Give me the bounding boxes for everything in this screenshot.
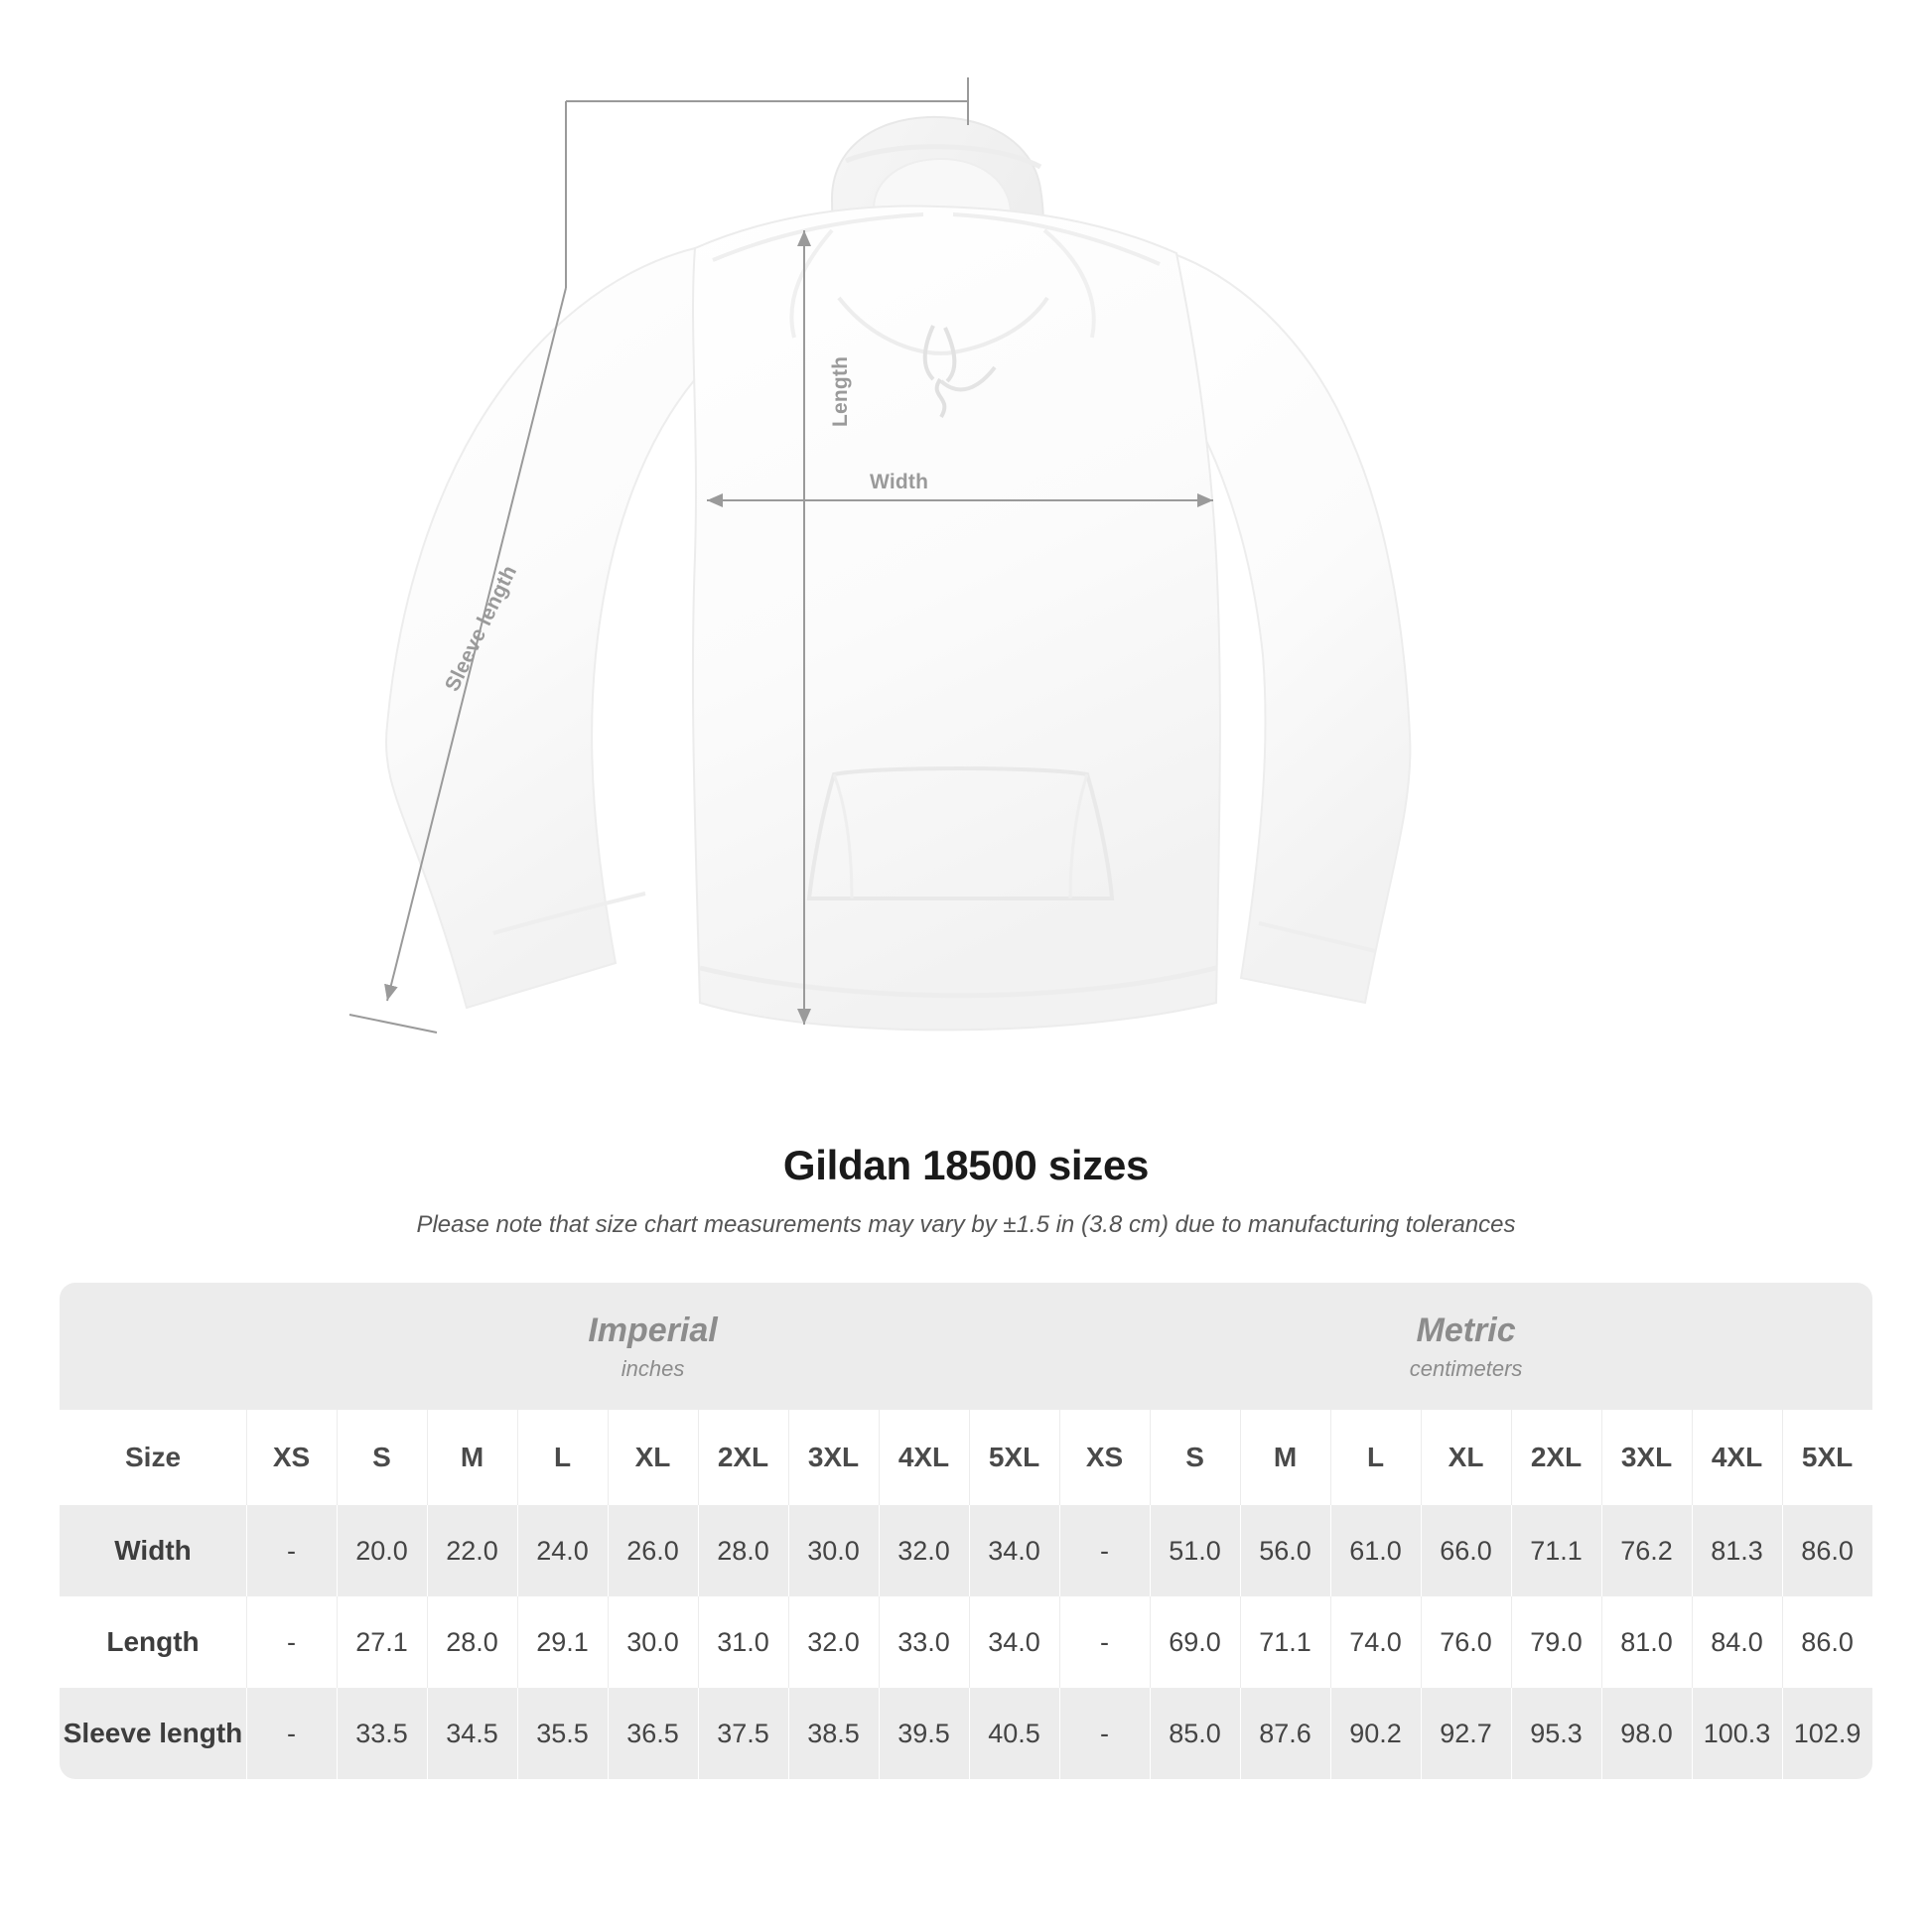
cell: 35.5 [517, 1688, 608, 1779]
cell: 98.0 [1601, 1688, 1692, 1779]
col-head-xl-met: XL [1421, 1410, 1511, 1505]
cell: 56.0 [1240, 1505, 1330, 1596]
cell: 30.0 [788, 1505, 879, 1596]
col-head-3xl-met: 3XL [1601, 1410, 1692, 1505]
col-head-2xl-imp: 2XL [698, 1410, 788, 1505]
cell: 84.0 [1692, 1596, 1782, 1688]
metric-name: Metric [1416, 1311, 1516, 1349]
title-block [0, 1142, 1932, 1239]
col-head-l-met: L [1330, 1410, 1421, 1505]
imperial-unit: inches [621, 1355, 685, 1381]
col-head-s-imp: S [337, 1410, 427, 1505]
imperial-name: Imperial [588, 1311, 718, 1349]
cell: 85.0 [1150, 1688, 1240, 1779]
cell: 33.0 [879, 1596, 969, 1688]
cell: 40.5 [969, 1688, 1059, 1779]
cell: 39.5 [879, 1688, 969, 1779]
unit-spacer [60, 1283, 246, 1410]
cell: 81.0 [1601, 1596, 1692, 1688]
column-header-row [60, 1410, 1872, 1505]
tolerance-note: Please note that size chart measurements may vary by ±1.5 in (3.8 cm) due to manufacturing tolerances [416, 1211, 1516, 1238]
cell: 30.0 [608, 1596, 698, 1688]
row-label-sleeve-length: Sleeve length [60, 1688, 246, 1779]
row-label-width: Width [60, 1505, 246, 1596]
col-head-xl-imp: XL [608, 1410, 698, 1505]
col-head-l-imp: L [517, 1410, 608, 1505]
col-head-5xl-imp: 5XL [969, 1410, 1059, 1505]
table-row [60, 1688, 1872, 1779]
size-header: Size [60, 1410, 246, 1505]
cell: 36.5 [608, 1688, 698, 1779]
cell: 76.2 [1601, 1505, 1692, 1596]
cell: 27.1 [337, 1596, 427, 1688]
sleeve-length-label: Sleeve length [441, 561, 522, 696]
imperial-header [246, 1283, 1059, 1410]
cell: 24.0 [517, 1505, 608, 1596]
table-row [60, 1505, 1872, 1596]
cell: 22.0 [427, 1505, 517, 1596]
cell: 34.5 [427, 1688, 517, 1779]
cell: 28.0 [698, 1505, 788, 1596]
cell: 33.5 [337, 1688, 427, 1779]
cell: 92.7 [1421, 1688, 1511, 1779]
cell: 79.0 [1511, 1596, 1601, 1688]
cell: 51.0 [1150, 1505, 1240, 1596]
cell: 76.0 [1421, 1596, 1511, 1688]
cell: 28.0 [427, 1596, 517, 1688]
cell: 34.0 [969, 1596, 1059, 1688]
cell: 29.1 [517, 1596, 608, 1688]
col-head-m-met: M [1240, 1410, 1330, 1505]
cell: 81.3 [1692, 1505, 1782, 1596]
metric-unit: centimeters [1409, 1355, 1523, 1381]
page-title: Gildan 18500 sizes [782, 1142, 1150, 1188]
col-head-xs-imp: XS [246, 1410, 337, 1505]
hoodie-shape [386, 117, 1411, 1031]
col-head-3xl-imp: 3XL [788, 1410, 879, 1505]
cell: - [1059, 1596, 1150, 1688]
cell: 95.3 [1511, 1688, 1601, 1779]
unit-system-row [60, 1283, 1872, 1410]
col-head-5xl-met: 5XL [1782, 1410, 1872, 1505]
col-head-4xl-met: 4XL [1692, 1410, 1782, 1505]
cell: - [1059, 1505, 1150, 1596]
cell: 87.6 [1240, 1688, 1330, 1779]
size-table-wrapper [60, 1283, 1872, 1779]
cell: 61.0 [1330, 1505, 1421, 1596]
table-row [60, 1596, 1872, 1688]
cell: 102.9 [1782, 1688, 1872, 1779]
metric-header [1059, 1283, 1872, 1410]
cell: 38.5 [788, 1688, 879, 1779]
col-head-2xl-met: 2XL [1511, 1410, 1601, 1505]
col-head-xs-met: XS [1059, 1410, 1150, 1505]
cell: 66.0 [1421, 1505, 1511, 1596]
cell: 37.5 [698, 1688, 788, 1779]
cell: 34.0 [969, 1505, 1059, 1596]
cell: - [246, 1688, 337, 1779]
cell: 71.1 [1240, 1596, 1330, 1688]
cell: 32.0 [788, 1596, 879, 1688]
cell: 86.0 [1782, 1596, 1872, 1688]
size-table [60, 1283, 1872, 1779]
cell: 100.3 [1692, 1688, 1782, 1779]
cell: 26.0 [608, 1505, 698, 1596]
col-head-s-met: S [1150, 1410, 1240, 1505]
col-head-m-imp: M [427, 1410, 517, 1505]
cell: - [246, 1596, 337, 1688]
width-label: Width [870, 471, 929, 493]
cell: - [246, 1505, 337, 1596]
cell: 74.0 [1330, 1596, 1421, 1688]
cell: 86.0 [1782, 1505, 1872, 1596]
cell: 31.0 [698, 1596, 788, 1688]
cell: 90.2 [1330, 1688, 1421, 1779]
cell: - [1059, 1688, 1150, 1779]
col-head-4xl-imp: 4XL [879, 1410, 969, 1505]
cell: 20.0 [337, 1505, 427, 1596]
cell: 69.0 [1150, 1596, 1240, 1688]
row-label-length: Length [60, 1596, 246, 1688]
cell: 32.0 [879, 1505, 969, 1596]
length-label: Length [829, 355, 852, 427]
cell: 71.1 [1511, 1505, 1601, 1596]
